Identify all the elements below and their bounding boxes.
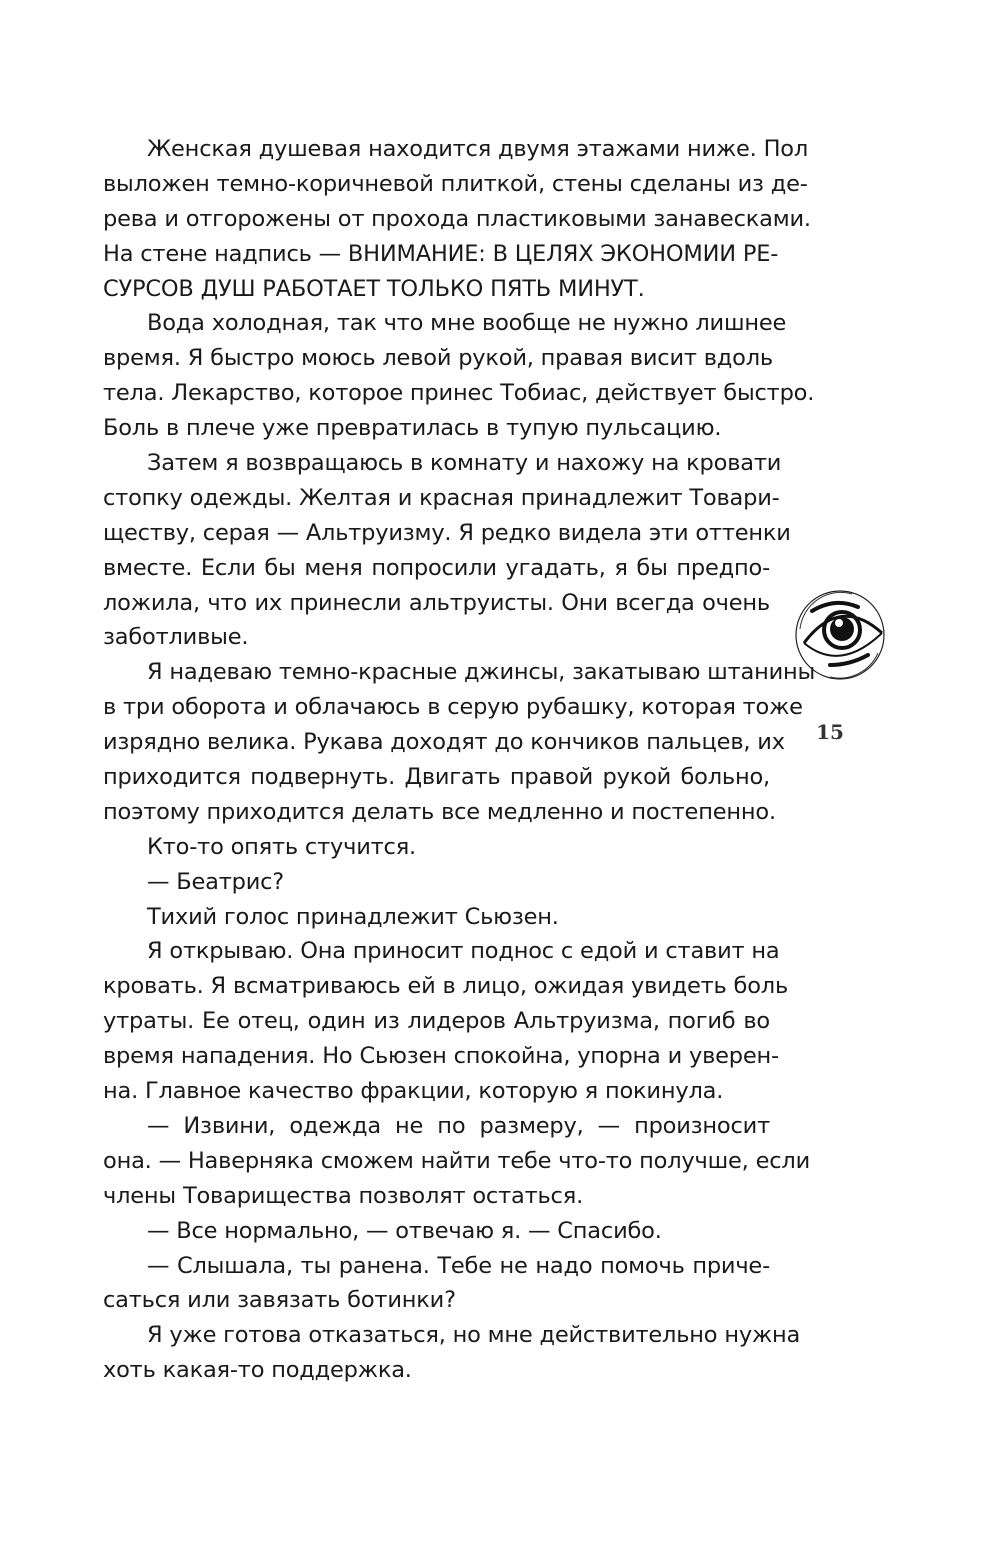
text-line: — Все нормально, — отвечаю я. — Спасибо. [147,1217,662,1244]
text-line: поэтому приходится делать все медленно и постепенно. [103,798,776,825]
text-line: СУРСОВ ДУШ РАБОТАЕТ ТОЛЬКО ПЯТЬ МИНУТ. [103,275,645,302]
text-line: она. — Наверняка сможем найти тебе что-то получше, если [103,1147,810,1174]
text-line: Я уже готова отказаться, но мне действительно нужна [147,1322,801,1349]
page-number: 15 [816,720,844,744]
body-text [103,132,816,1388]
text-line: тела. Лекарство, которое принес Тобиас, действует быстро. [103,380,815,407]
text-line: на. Главное качество фракции, которую я покинула. [103,1078,724,1105]
text-line: саться или завязать ботинки? [103,1287,456,1314]
text-line: Я надеваю темно-красные джинсы, закатываю штанины [147,659,816,686]
text-line: Затем я возвращаюсь в комнату и нахожу на кровати [147,450,782,477]
text-line: приходится подвернуть. Двигать правой рукой больно, [103,764,770,791]
text-line: ложила, что их принесли альтруисты. Они всегда очень [103,589,770,616]
eye-emblem-icon [790,585,890,685]
text-line: время нападения. Но Сьюзен спокойна, упорна и уверен- [103,1043,779,1070]
text-line: Тихий голос принадлежит Сьюзен. [147,903,559,930]
text-line: стопку одежды. Желтая и красная принадлежит Товари- [103,484,780,511]
text-line: вместе. Если бы меня попросили угадать, я бы предпо- [103,554,770,581]
text-line: хоть какая-то поддержка. [103,1357,412,1384]
text-line: рева и отгорожены от прохода пластиковыми занавесками. [103,205,811,232]
text-line: Боль в плече уже превратилась в тупую пульсацию. [103,415,722,442]
text-line: — Слышала, ты ранена. Тебе не надо помочь приче- [147,1252,770,1279]
text-line: — Беатрис? [147,868,285,895]
text-line: ществу, серая — Альтруизму. Я редко видела эти оттенки [103,519,791,546]
text-line: Я открываю. Она приносит поднос с едой и ставит на [147,938,780,965]
text-line: изрядно велика. Рукава доходят до кончиков пальцев, их [103,729,785,756]
text-line: Вода холодная, так что мне вообще не нужно лишнее [147,310,787,337]
text-line: На стене надпись — ВНИМАНИЕ: В ЦЕЛЯХ ЭКОНОМИИ РЕ- [103,240,779,267]
text-line: в три оборота и облачаюсь в серую рубашку, которая тоже [103,694,803,721]
text-line: выложен темно-коричневой плиткой, стены сделаны из де- [103,170,808,197]
text-line: члены Товарищества позволят остаться. [103,1182,584,1209]
text-line: кровать. Я всматриваюсь ей в лицо, ожидая увидеть боль [103,973,789,1000]
text-line: Женская душевая находится двумя этажами ниже. Пол [147,136,809,162]
text-line: утраты. Ее отец, один из лидеров Альтруизма, погиб во [103,1008,770,1035]
text-line: время. Я быстро моюсь левой рукой, правая висит вдоль [103,345,773,372]
text-line: Кто-то опять стучится. [147,833,416,860]
text-line: — Извини, одежда не по размеру, — произносит [147,1112,770,1139]
text-line: заботливые. [103,624,249,651]
